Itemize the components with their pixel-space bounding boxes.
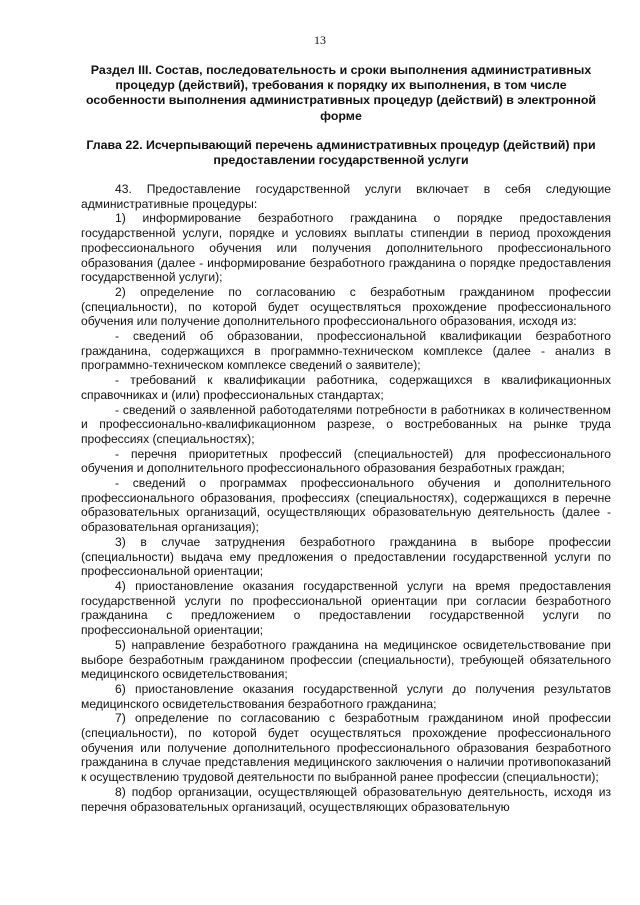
- paragraph-item-7: 7) определение по согласованию с безработным гражданином иной профессии (специальности), по которой будет осуществляться прохождение профессионального обучения или получение дополнительного профессионального образования безработного гражданина в случае представления медицинского заключения о наличии противопоказаний к осуществлению трудовой деятельности по выбранной ранее профессии (специальности);: [81, 711, 611, 785]
- paragraph-item-4: 4) приостановление оказания государственной услуги на время предоставления государственной услуги по профессиональной ориентации при согласии безработного гражданина с предложением о предоставлении государственной услуги по профессиональной ориентации;: [81, 578, 611, 638]
- paragraph-subitem-demand: - сведений о заявленной работодателями потребности в работниках в количественном и профессионально-квалификационном разрезе, о востребованных на рынке труда профессиях (специальностях);: [81, 402, 611, 446]
- paragraph-subitem-priority: - перечня приоритетных профессий (специальностей) для профессионального обучения и дополнительного профессионального образования безработных граждан;: [81, 446, 611, 476]
- paragraph-subitem-programs: - сведений о программах профессионального обучения и дополнительного профессионального образования, профессиях (специальностях), содержащихся в перечне образовательных организаций, осуществляющих образовательную деятельность (далее - образовательная организация);: [81, 476, 611, 535]
- paragraph-item-5: 5) направление безработного гражданина на медицинское освидетельствование при выборе безработным гражданином профессии (специальности), требующей обязательного медицинского освидетельствования;: [81, 637, 611, 682]
- paragraph-subitem-education: - сведений об образовании, профессиональной квалификации безработного гражданина, содержащихся в программно-техническом комплексе (далее - анализ в программно-техническом комплексе сведений о заявителе);: [81, 329, 611, 373]
- page-number: 13: [314, 33, 326, 47]
- paragraph-item-8: 8) подбор организации, осуществляющей образовательную деятельность, исходя из перечня образовательных организаций, осуществляющих образовательную: [81, 784, 611, 814]
- paragraph-item-1: 1) информирование безработного гражданина о порядке предоставления государственной услуги, порядке и условиях выплаты стипендии в период прохождения профессионального обучения или получения дополнительного профессионального образования (далее - информирование безработного гражданина о порядке предоставления государственной услуги);: [81, 211, 611, 285]
- paragraph-item-2: 2) определение по согласованию с безработным гражданином профессии (специальности), по которой будет осуществляться прохождение профессионального обучения или получение дополнительного профессионального образования, исходя из:: [81, 284, 611, 329]
- body-text: [81, 182, 611, 814]
- paragraph-43: 43. Предоставление государственной услуги включает в себя следующие административные процедуры:: [81, 182, 611, 211]
- paragraph-item-6: 6) приостановление оказания государственной услуги до получения результатов медицинского освидетельствования безработного гражданина;: [81, 681, 611, 711]
- paragraph-item-3: 3) в случае затруднения безработного гражданина в выборе профессии (специальности) выдача ему предложения о предоставлении государственной услуги по профессиональной ориентации;: [81, 534, 611, 579]
- paragraph-subitem-qualification: - требований к квалификации работника, содержащихся в квалификационных справочниках и (или) профессиональных стандартах;: [81, 373, 611, 402]
- chapter-heading: Глава 22. Исчерпывающий перечень административных процедур (действий) при предоставлении государственной услуги: [86, 138, 596, 168]
- section-heading: Раздел III. Состав, последовательность и сроки выполнения административных процедур (действий), требования к порядку их выполнения, в том числе особенности выполнения административных процедур (действий) в электронной форме: [85, 63, 597, 123]
